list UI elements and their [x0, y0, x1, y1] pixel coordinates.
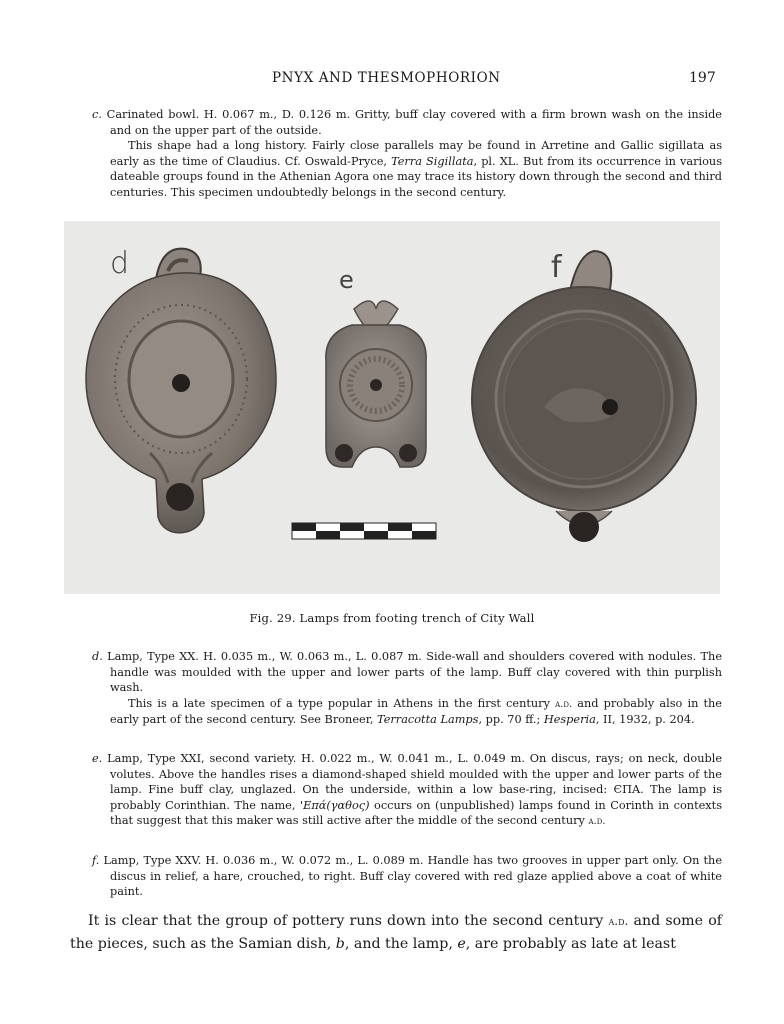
entry-c-description — [92, 107, 722, 138]
entry-d-letter: d. — [92, 650, 103, 663]
entry-e-era: a.d. — [588, 816, 606, 828]
entry-c — [92, 107, 722, 201]
closing-ref-e: e — [457, 936, 466, 952]
entry-c-discussion — [92, 138, 722, 200]
lamp-f-image — [472, 250, 696, 542]
closing-text-a: It is clear that the group of pottery runs down into the second century — [88, 913, 609, 929]
entry-f-letter: f. — [92, 854, 100, 867]
lamp-e-image — [326, 266, 426, 467]
scale-bar — [292, 523, 436, 539]
closing-text-b: and some of the pieces, such as the Samian dish, — [70, 913, 723, 952]
entry-d-text: Lamp, Type XX. H. 0.035 m., W. 0.063 m., L. 0.087 m. Side-wall and shoulders covered with nodules. The handle was moulded with the upper and lower parts of the lamp. Buff clay covered with thin purplish wash. — [107, 650, 723, 695]
entry-d-discussion-d: , II, 1932, p. 204. — [595, 713, 695, 727]
entry-f-text: Lamp, Type XXV. H. 0.036 m., W. 0.072 m., L. 0.089 m. Handle has two grooves in upper part only. On the discus in relief, a hare, crouched, to right. Buff clay covered with red glaze applied above a coat of white paint. — [103, 854, 723, 899]
lamp-d-image — [86, 246, 276, 533]
closing-era: a.d. — [608, 914, 629, 928]
entry-e-greek-name: 'Επά(γαθος) — [299, 798, 370, 812]
entry-d-discussion-b: and probably also in the early part of the second century. See Broneer, — [110, 696, 722, 727]
lamp-f-label: f — [551, 250, 562, 285]
entry-c-reference-title: Terra Sigillata — [391, 154, 474, 168]
entry-e-letter: e. — [92, 752, 103, 765]
page-number: 197 — [689, 70, 716, 86]
entry-f — [92, 853, 722, 900]
entry-e-text-a: Lamp, Type XXI, second variety. H. 0.022 m., W. 0.041 m., L. 0.049 m. On discus, rays; on neck, double volutes. Above the handles rises a diamond-shaped shield moulded with the upper and lower parts of the lamp. Fine buff clay, unglazed. On the underside, within a low base-ring, incised: ЄΠΑ. The lamp is probably Corinthian. The name, — [107, 752, 723, 812]
closing-text-c: , and the lamp, — [344, 936, 458, 952]
lamp-e-label: e — [339, 266, 354, 294]
entry-f-description — [92, 853, 722, 900]
entry-d-reference-title-1: Terracotta Lamps — [377, 713, 479, 727]
entry-d — [92, 649, 722, 728]
entry-e-description — [92, 751, 722, 830]
entry-d-description — [92, 649, 722, 696]
entry-e — [92, 751, 722, 830]
entry-d-discussion-c: , pp. 70 ff.; — [478, 713, 544, 727]
figure-photograph — [64, 221, 720, 594]
entry-c-text: Carinated bowl. H. 0.067 m., D. 0.126 m. Gritty, buff clay covered with a firm brown wash on the inside and on the upper part of the outside. — [106, 108, 722, 137]
lamps-photo-svg — [64, 221, 720, 594]
entry-c-discussion-b: , pl. XL. But from its occurrence in various dateable groups found in the Athenian Agora one may trace its history down through the second and third centuries. This specimen undoubtedly belongs in the second century. — [110, 154, 723, 199]
entry-c-letter: c. — [92, 108, 102, 121]
page-header — [0, 70, 784, 90]
entry-d-reference-title-2: Hesperia — [543, 713, 596, 727]
closing-paragraph — [70, 910, 722, 956]
entry-c-discussion-a: This shape had a long history. Fairly close parallels may be found in Arretine and Gallic sigillata as early as the time of Claudius. Cf. Oswald-Pryce, — [110, 139, 722, 168]
entry-d-discussion — [92, 696, 722, 728]
running-title: PNYX AND THESMOPHORION — [272, 70, 501, 86]
closing-ref-b: b — [335, 936, 345, 952]
figure-caption: Fig. 29. Lamps from footing trench of City Wall — [249, 611, 535, 625]
entry-d-era: a.d. — [555, 698, 573, 710]
entry-d-discussion-a: This is a late specimen of a type popular in Athens in the first century — [128, 696, 556, 710]
closing-text-d: , are probably as late at least — [465, 936, 676, 952]
lamp-d-label: d — [110, 246, 130, 281]
entry-e-text-b: occurs on (unpublished) lamps found in Corinth in contexts that suggest that this maker was still active after the middle of the second century — [110, 798, 723, 828]
